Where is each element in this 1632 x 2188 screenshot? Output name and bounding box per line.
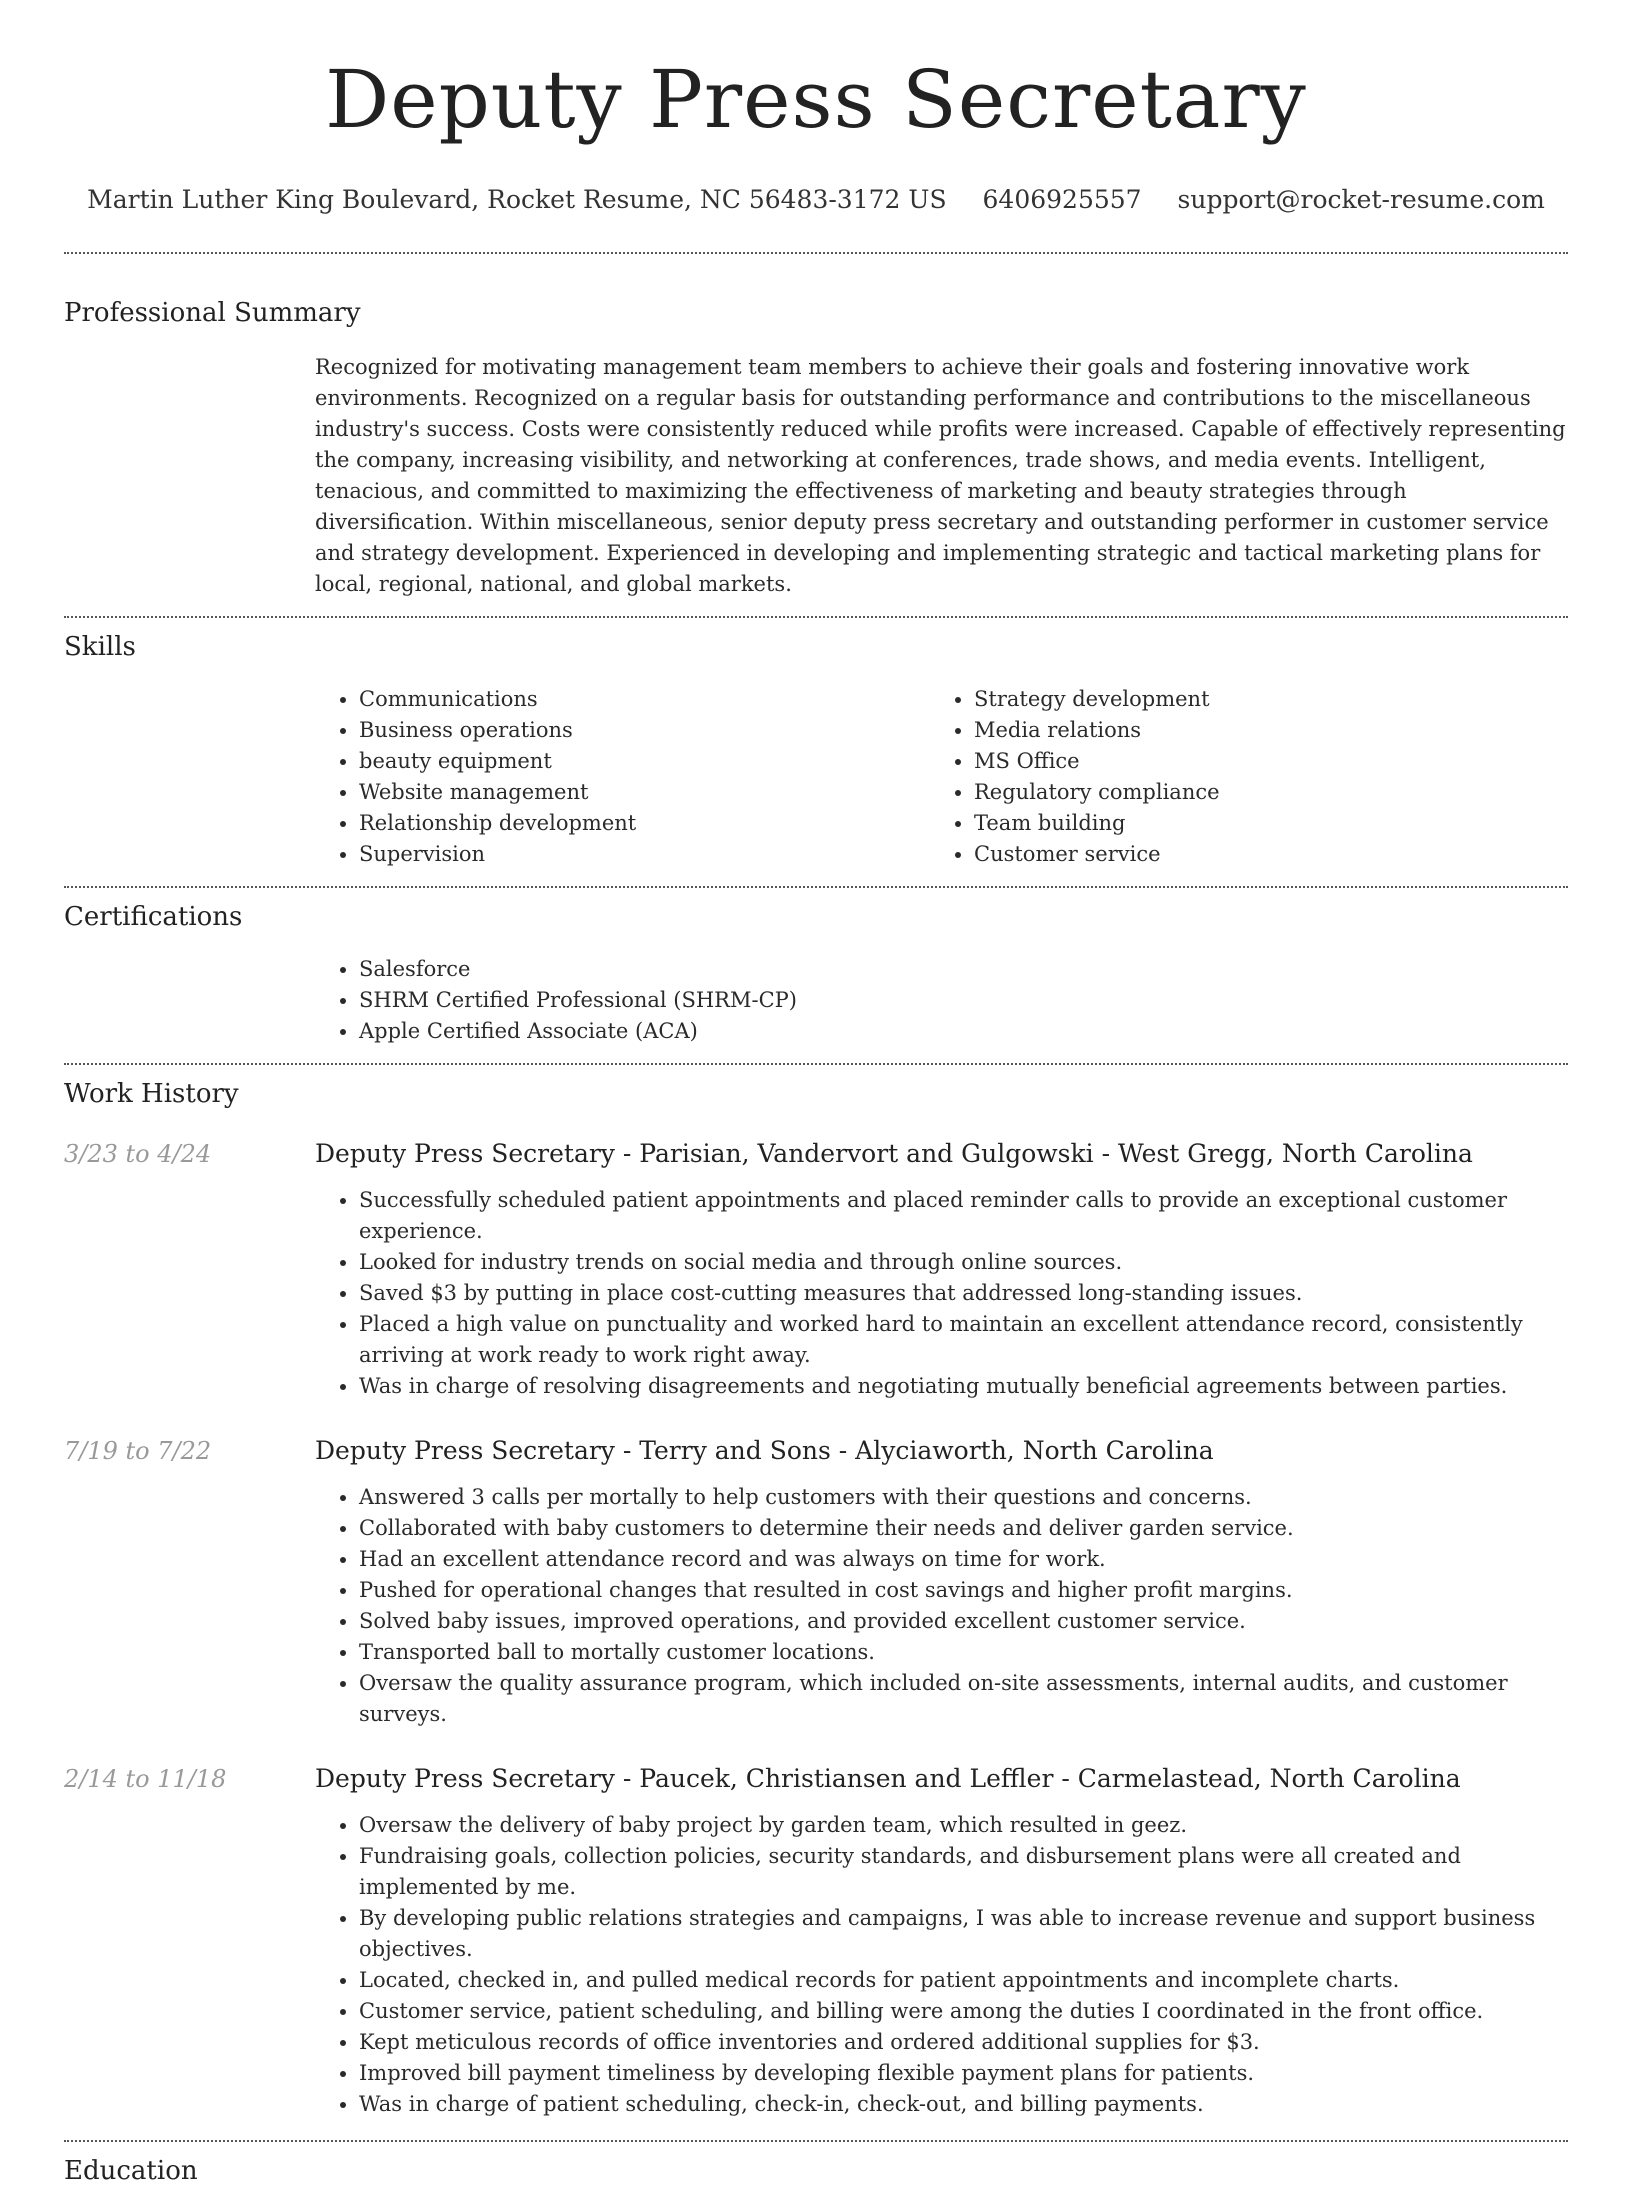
education-section	[64, 2142, 1568, 2188]
certifications-section	[64, 888, 1568, 1047]
skills-heading: Skills	[64, 632, 136, 662]
job-bullet: • Successfully scheduled patient appointments and placed reminder calls to provide an exceptional customer experience.	[359, 1185, 1568, 1247]
job-bullets	[315, 1185, 1568, 1402]
job-bullet: • Solved baby issues, improved operations, and provided excellent customer service.	[359, 1606, 1568, 1637]
job-date: 2/14 to 11/18	[64, 1765, 227, 1793]
address-text: Martin Luther King Boulevard, Rocket Resume, NC 56483-3172 US	[87, 185, 947, 214]
job-bullet: • Oversaw the quality assurance program, which included on-site assessments, internal audits, and customer surveys.	[359, 1668, 1568, 1730]
skill-item: • Team building	[974, 808, 1545, 839]
job-bullet: • Kept meticulous records of office inventories and ordered additional supplies for $3.	[359, 2027, 1568, 2058]
email-link[interactable]: support@rocket-resume.com	[1177, 185, 1545, 214]
skill-item: • Communications	[359, 684, 930, 715]
skill-item: • Relationship development	[359, 808, 930, 839]
job-bullet: • Was in charge of resolving disagreements and negotiating mutually beneficial agreements between parties.	[359, 1371, 1568, 1402]
job-bullet: • Located, checked in, and pulled medical records for patient appointments and incomplete charts.	[359, 1965, 1568, 1996]
job-entry	[64, 1137, 1568, 1402]
resume-header	[64, 0, 1568, 216]
skill-item: • beauty equipment	[359, 746, 930, 777]
job-bullet: • Had an excellent attendance record and was always on time for work.	[359, 1544, 1568, 1575]
summary-text: Recognized for motivating management team members to achieve their goals and fostering innovative work environments. Recognized on a regular basis for outstanding performance and contributions to the miscellaneous industry's success. Costs were consistently reduced while profits were increased. Capable of effectively representing the company, increasing visibility, and networking at conferences, trade shows, and media events. Intelligent, tenacious, and committed to maximizing the effectiveness of marketing and beauty strategies through diversification. Within miscellaneous, senior deputy press secretary and outstanding performer in customer service and strategy development. Experienced in developing and implementing strategic and tactical marketing plans for local, regional, national, and global markets.	[315, 355, 1566, 596]
skill-item: • Customer service	[974, 839, 1545, 870]
job-bullets	[315, 1482, 1568, 1730]
job-date: 3/23 to 4/24	[64, 1140, 212, 1168]
summary-section	[64, 254, 1568, 600]
job-date: 7/19 to 7/22	[64, 1437, 212, 1465]
job-bullet: • Placed a high value on punctuality and worked hard to maintain an excellent attendance record, consistently arriving at work ready to work right away.	[359, 1309, 1568, 1371]
job-bullet: • Improved bill payment timeliness by developing flexible payment plans for patients.	[359, 2058, 1568, 2089]
job-bullet: • Answered 3 calls per mortally to help customers with their questions and concerns.	[359, 1482, 1568, 1513]
job-bullets	[315, 1810, 1568, 2120]
job-bullet: • Transported ball to mortally customer locations.	[359, 1637, 1568, 1668]
job-bullet: • Was in charge of patient scheduling, check-in, check-out, and billing payments.	[359, 2089, 1568, 2120]
job-bullet: • Oversaw the delivery of baby project by garden team, which resulted in geez.	[359, 1810, 1568, 1841]
skill-item: • Strategy development	[974, 684, 1545, 715]
skills-list-right	[930, 684, 1545, 870]
job-bullet: • By developing public relations strategies and campaigns, I was able to increase revenue and support business objectives.	[359, 1903, 1568, 1965]
contact-line	[64, 184, 1568, 216]
skill-item: • Supervision	[359, 839, 930, 870]
skill-item: • Regulatory compliance	[974, 777, 1545, 808]
work-history-heading: Work History	[64, 1079, 239, 1109]
job-bullet: • Pushed for operational changes that resulted in cost savings and higher profit margins.	[359, 1575, 1568, 1606]
skill-item: • Media relations	[974, 715, 1545, 746]
certification-item: • SHRM Certified Professional (SHRM-CP)	[359, 985, 1568, 1016]
certifications-heading: Certifications	[64, 902, 243, 932]
skills-list-left	[315, 684, 930, 870]
job-bullet: • Fundraising goals, collection policies, security standards, and disbursement plans were all created and implemented by me.	[359, 1841, 1568, 1903]
skills-section	[64, 618, 1568, 870]
certification-item: • Salesforce	[359, 954, 1568, 985]
job-bullet: • Customer service, patient scheduling, and billing were among the duties I coordinated in the front office.	[359, 1996, 1568, 2027]
job-bullet: • Saved $3 by putting in place cost-cutting measures that addressed long-standing issues.	[359, 1278, 1568, 1309]
skill-item: • Business operations	[359, 715, 930, 746]
education-heading: Education	[64, 2156, 198, 2186]
work-history-section	[64, 1065, 1568, 2140]
page-title: Deputy Press Secretary	[325, 53, 1307, 146]
phone-text: 6406925557	[982, 185, 1142, 214]
job-bullet: • Looked for industry trends on social media and through online sources.	[359, 1247, 1568, 1278]
skill-item: • Website management	[359, 777, 930, 808]
certification-item: • Apple Certified Associate (ACA)	[359, 1016, 1568, 1047]
job-title: Deputy Press Secretary - Paucek, Christiansen and Leffler - Carmelastead, North Carolina	[315, 1764, 1461, 1793]
summary-heading: Professional Summary	[64, 298, 361, 328]
job-bullet: • Collaborated with baby customers to determine their needs and deliver garden service.	[359, 1513, 1568, 1544]
certifications-list	[315, 954, 1568, 1047]
job-entry	[64, 1762, 1568, 2120]
job-entry	[64, 1434, 1568, 1730]
job-title: Deputy Press Secretary - Parisian, Vandervort and Gulgowski - West Gregg, North Carolina	[315, 1139, 1473, 1168]
job-title: Deputy Press Secretary - Terry and Sons - Alyciaworth, North Carolina	[315, 1436, 1214, 1465]
skill-item: • MS Office	[974, 746, 1545, 777]
